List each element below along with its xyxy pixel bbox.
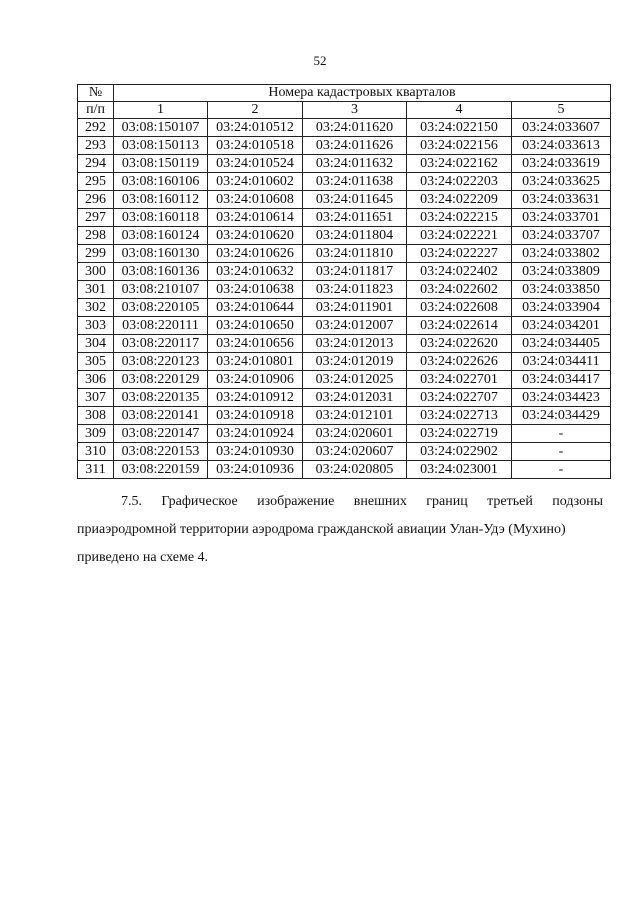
table-row	[78, 245, 611, 263]
cadastral-number-cell: 03:24:011638	[303, 173, 407, 191]
cadastral-number-cell: 03:08:160118	[114, 209, 208, 227]
table-row	[78, 389, 611, 407]
cadastral-number-cell: 03:24:022902	[407, 443, 512, 461]
row-number-cell: 300	[78, 263, 114, 281]
cadastral-number-cell: 03:24:010620	[208, 227, 303, 245]
cadastral-number-cell: 03:24:010912	[208, 389, 303, 407]
cadastral-number-cell: 03:08:150113	[114, 137, 208, 155]
cadastral-number-cell: 03:24:022227	[407, 245, 512, 263]
cadastral-number-cell: 03:24:012019	[303, 353, 407, 371]
cadastral-number-cell: 03:24:033619	[512, 155, 611, 173]
table-row	[78, 155, 611, 173]
column-header: 4	[407, 102, 512, 119]
cadastral-number-cell: 03:24:010644	[208, 299, 303, 317]
table-row	[78, 371, 611, 389]
cadastral-number-cell: -	[512, 443, 611, 461]
cadastral-number-cell: 03:24:012007	[303, 317, 407, 335]
paragraph-line-1: 7.5. Графическое изображение внешних границ третьей подзоны	[121, 494, 603, 509]
cadastral-number-cell: 03:24:011810	[303, 245, 407, 263]
cadastral-number-cell: 03:24:011626	[303, 137, 407, 155]
cadastral-number-cell: 03:24:022626	[407, 353, 512, 371]
cadastral-number-cell: 03:24:020805	[303, 461, 407, 479]
column-header: 1	[114, 102, 208, 119]
row-number-cell: 309	[78, 425, 114, 443]
cadastral-number-cell: 03:24:034423	[512, 389, 611, 407]
cadastral-number-cell: 03:24:010614	[208, 209, 303, 227]
cadastral-number-cell: 03:24:022402	[407, 263, 512, 281]
row-number-cell: 311	[78, 461, 114, 479]
section-paragraph	[77, 488, 603, 572]
cadastral-number-cell: -	[512, 461, 611, 479]
row-number-cell: 296	[78, 191, 114, 209]
cadastral-number-cell: 03:24:011817	[303, 263, 407, 281]
cadastral-number-cell: 03:24:020607	[303, 443, 407, 461]
table-row	[78, 461, 611, 479]
cadastral-number-cell: 03:24:011620	[303, 119, 407, 137]
cadastral-number-cell: 03:24:033809	[512, 263, 611, 281]
table-row	[78, 191, 611, 209]
cadastral-number-cell: 03:08:220117	[114, 335, 208, 353]
cadastral-number-cell: 03:08:160112	[114, 191, 208, 209]
cadastral-number-cell: 03:24:012101	[303, 407, 407, 425]
cadastral-number-cell: 03:08:160130	[114, 245, 208, 263]
cadastral-number-cell: 03:24:022221	[407, 227, 512, 245]
cadastral-number-cell: 03:24:010924	[208, 425, 303, 443]
table-row	[78, 263, 611, 281]
cadastral-number-cell: 03:24:033613	[512, 137, 611, 155]
cadastral-number-cell: 03:24:022707	[407, 389, 512, 407]
cadastral-number-cell: 03:24:011645	[303, 191, 407, 209]
cadastral-number-cell: 03:24:033904	[512, 299, 611, 317]
cadastral-number-cell: 03:24:022203	[407, 173, 512, 191]
cadastral-number-cell: -	[512, 425, 611, 443]
header-cadastral-quarters: Номера кадастровых кварталов	[114, 85, 611, 102]
cadastral-number-cell: 03:24:010608	[208, 191, 303, 209]
cadastral-number-cell: 03:24:022215	[407, 209, 512, 227]
table-body	[78, 119, 611, 479]
cadastral-number-cell: 03:24:022701	[407, 371, 512, 389]
cadastral-number-cell: 03:24:033802	[512, 245, 611, 263]
cadastral-number-cell: 03:24:034201	[512, 317, 611, 335]
cadastral-number-cell: 03:24:011901	[303, 299, 407, 317]
row-number-cell: 304	[78, 335, 114, 353]
cadastral-number-cell: 03:24:010656	[208, 335, 303, 353]
row-number-cell: 298	[78, 227, 114, 245]
paragraph-line-2: приаэродромной территории аэродрома гражданской авиации Улан-Удэ (Мухино)	[77, 522, 566, 537]
cadastral-number-cell: 03:24:012025	[303, 371, 407, 389]
table-row	[78, 317, 611, 335]
cadastral-number-cell: 03:08:150107	[114, 119, 208, 137]
cadastral-number-cell: 03:08:220105	[114, 299, 208, 317]
table-row	[78, 173, 611, 191]
table-row	[78, 209, 611, 227]
row-number-cell: 293	[78, 137, 114, 155]
table-row	[78, 137, 611, 155]
table-row	[78, 443, 611, 461]
cadastral-number-cell: 03:24:012013	[303, 335, 407, 353]
row-number-cell: 301	[78, 281, 114, 299]
cadastral-number-cell: 03:24:022602	[407, 281, 512, 299]
cadastral-number-cell: 03:24:033701	[512, 209, 611, 227]
cadastral-number-cell: 03:24:010626	[208, 245, 303, 263]
cadastral-number-cell: 03:24:010632	[208, 263, 303, 281]
cadastral-number-cell: 03:24:022156	[407, 137, 512, 155]
table-subheader-row	[78, 102, 611, 119]
cadastral-number-cell: 03:24:020601	[303, 425, 407, 443]
cadastral-number-cell: 03:24:033707	[512, 227, 611, 245]
table-row	[78, 407, 611, 425]
cadastral-number-cell: 03:24:033631	[512, 191, 611, 209]
cadastral-number-cell: 03:08:220123	[114, 353, 208, 371]
cadastral-number-cell: 03:24:033850	[512, 281, 611, 299]
header-number: №	[78, 85, 114, 102]
cadastral-number-cell: 03:08:220153	[114, 443, 208, 461]
paragraph-line-3: приведено на схеме 4.	[77, 550, 209, 565]
row-number-cell: 303	[78, 317, 114, 335]
cadastral-number-cell: 03:24:010918	[208, 407, 303, 425]
cadastral-number-cell: 03:08:160106	[114, 173, 208, 191]
cadastral-number-cell: 03:24:022719	[407, 425, 512, 443]
cadastral-number-cell: 03:24:033625	[512, 173, 611, 191]
table-header-row	[78, 85, 611, 102]
table-row	[78, 119, 611, 137]
row-number-cell: 307	[78, 389, 114, 407]
cadastral-number-cell: 03:24:011823	[303, 281, 407, 299]
cadastral-number-cell: 03:24:010524	[208, 155, 303, 173]
table-row	[78, 425, 611, 443]
row-number-cell: 306	[78, 371, 114, 389]
table-row	[78, 281, 611, 299]
row-number-cell: 295	[78, 173, 114, 191]
cadastral-number-cell: 03:08:220111	[114, 317, 208, 335]
cadastral-number-cell: 03:24:034417	[512, 371, 611, 389]
cadastral-number-cell: 03:24:010906	[208, 371, 303, 389]
cadastral-number-cell: 03:08:220129	[114, 371, 208, 389]
cadastral-number-cell: 03:08:220147	[114, 425, 208, 443]
cadastral-quarters-table	[77, 84, 611, 479]
cadastral-number-cell: 03:24:010650	[208, 317, 303, 335]
cadastral-number-cell: 03:24:012031	[303, 389, 407, 407]
cadastral-number-cell: 03:24:010936	[208, 461, 303, 479]
table-row	[78, 353, 611, 371]
column-header: 2	[208, 102, 303, 119]
cadastral-number-cell: 03:24:010512	[208, 119, 303, 137]
column-header: 3	[303, 102, 407, 119]
table-row	[78, 299, 611, 317]
cadastral-number-cell: 03:24:010602	[208, 173, 303, 191]
cadastral-number-cell: 03:24:010930	[208, 443, 303, 461]
cadastral-number-cell: 03:24:011804	[303, 227, 407, 245]
cadastral-number-cell: 03:24:010638	[208, 281, 303, 299]
cadastral-number-cell: 03:24:011632	[303, 155, 407, 173]
cadastral-number-cell: 03:24:034411	[512, 353, 611, 371]
cadastral-number-cell: 03:24:022209	[407, 191, 512, 209]
cadastral-number-cell: 03:24:033607	[512, 119, 611, 137]
cadastral-number-cell: 03:08:220141	[114, 407, 208, 425]
cadastral-number-cell: 03:24:022620	[407, 335, 512, 353]
cadastral-number-cell: 03:24:034405	[512, 335, 611, 353]
page-number: 52	[313, 53, 327, 68]
row-number-cell: 302	[78, 299, 114, 317]
table-row	[78, 227, 611, 245]
cadastral-number-cell: 03:24:022608	[407, 299, 512, 317]
column-header: 5	[512, 102, 611, 119]
row-number-cell: 308	[78, 407, 114, 425]
cadastral-number-cell: 03:24:034429	[512, 407, 611, 425]
row-number-cell: 299	[78, 245, 114, 263]
row-number-cell: 292	[78, 119, 114, 137]
cadastral-number-cell: 03:08:220159	[114, 461, 208, 479]
cadastral-number-cell: 03:24:022713	[407, 407, 512, 425]
row-number-cell: 305	[78, 353, 114, 371]
cadastral-number-cell: 03:24:022614	[407, 317, 512, 335]
cadastral-number-cell: 03:24:010518	[208, 137, 303, 155]
row-number-cell: 310	[78, 443, 114, 461]
cadastral-number-cell: 03:24:022150	[407, 119, 512, 137]
cadastral-number-cell: 03:24:023001	[407, 461, 512, 479]
header-number-label: п/п	[78, 102, 114, 119]
cadastral-number-cell: 03:08:210107	[114, 281, 208, 299]
row-number-cell: 294	[78, 155, 114, 173]
cadastral-number-cell: 03:24:022162	[407, 155, 512, 173]
row-number-cell: 297	[78, 209, 114, 227]
cadastral-number-cell: 03:08:150119	[114, 155, 208, 173]
table-row	[78, 335, 611, 353]
cadastral-number-cell: 03:08:160124	[114, 227, 208, 245]
cadastral-number-cell: 03:08:220135	[114, 389, 208, 407]
cadastral-number-cell: 03:08:160136	[114, 263, 208, 281]
cadastral-number-cell: 03:24:011651	[303, 209, 407, 227]
cadastral-number-cell: 03:24:010801	[208, 353, 303, 371]
